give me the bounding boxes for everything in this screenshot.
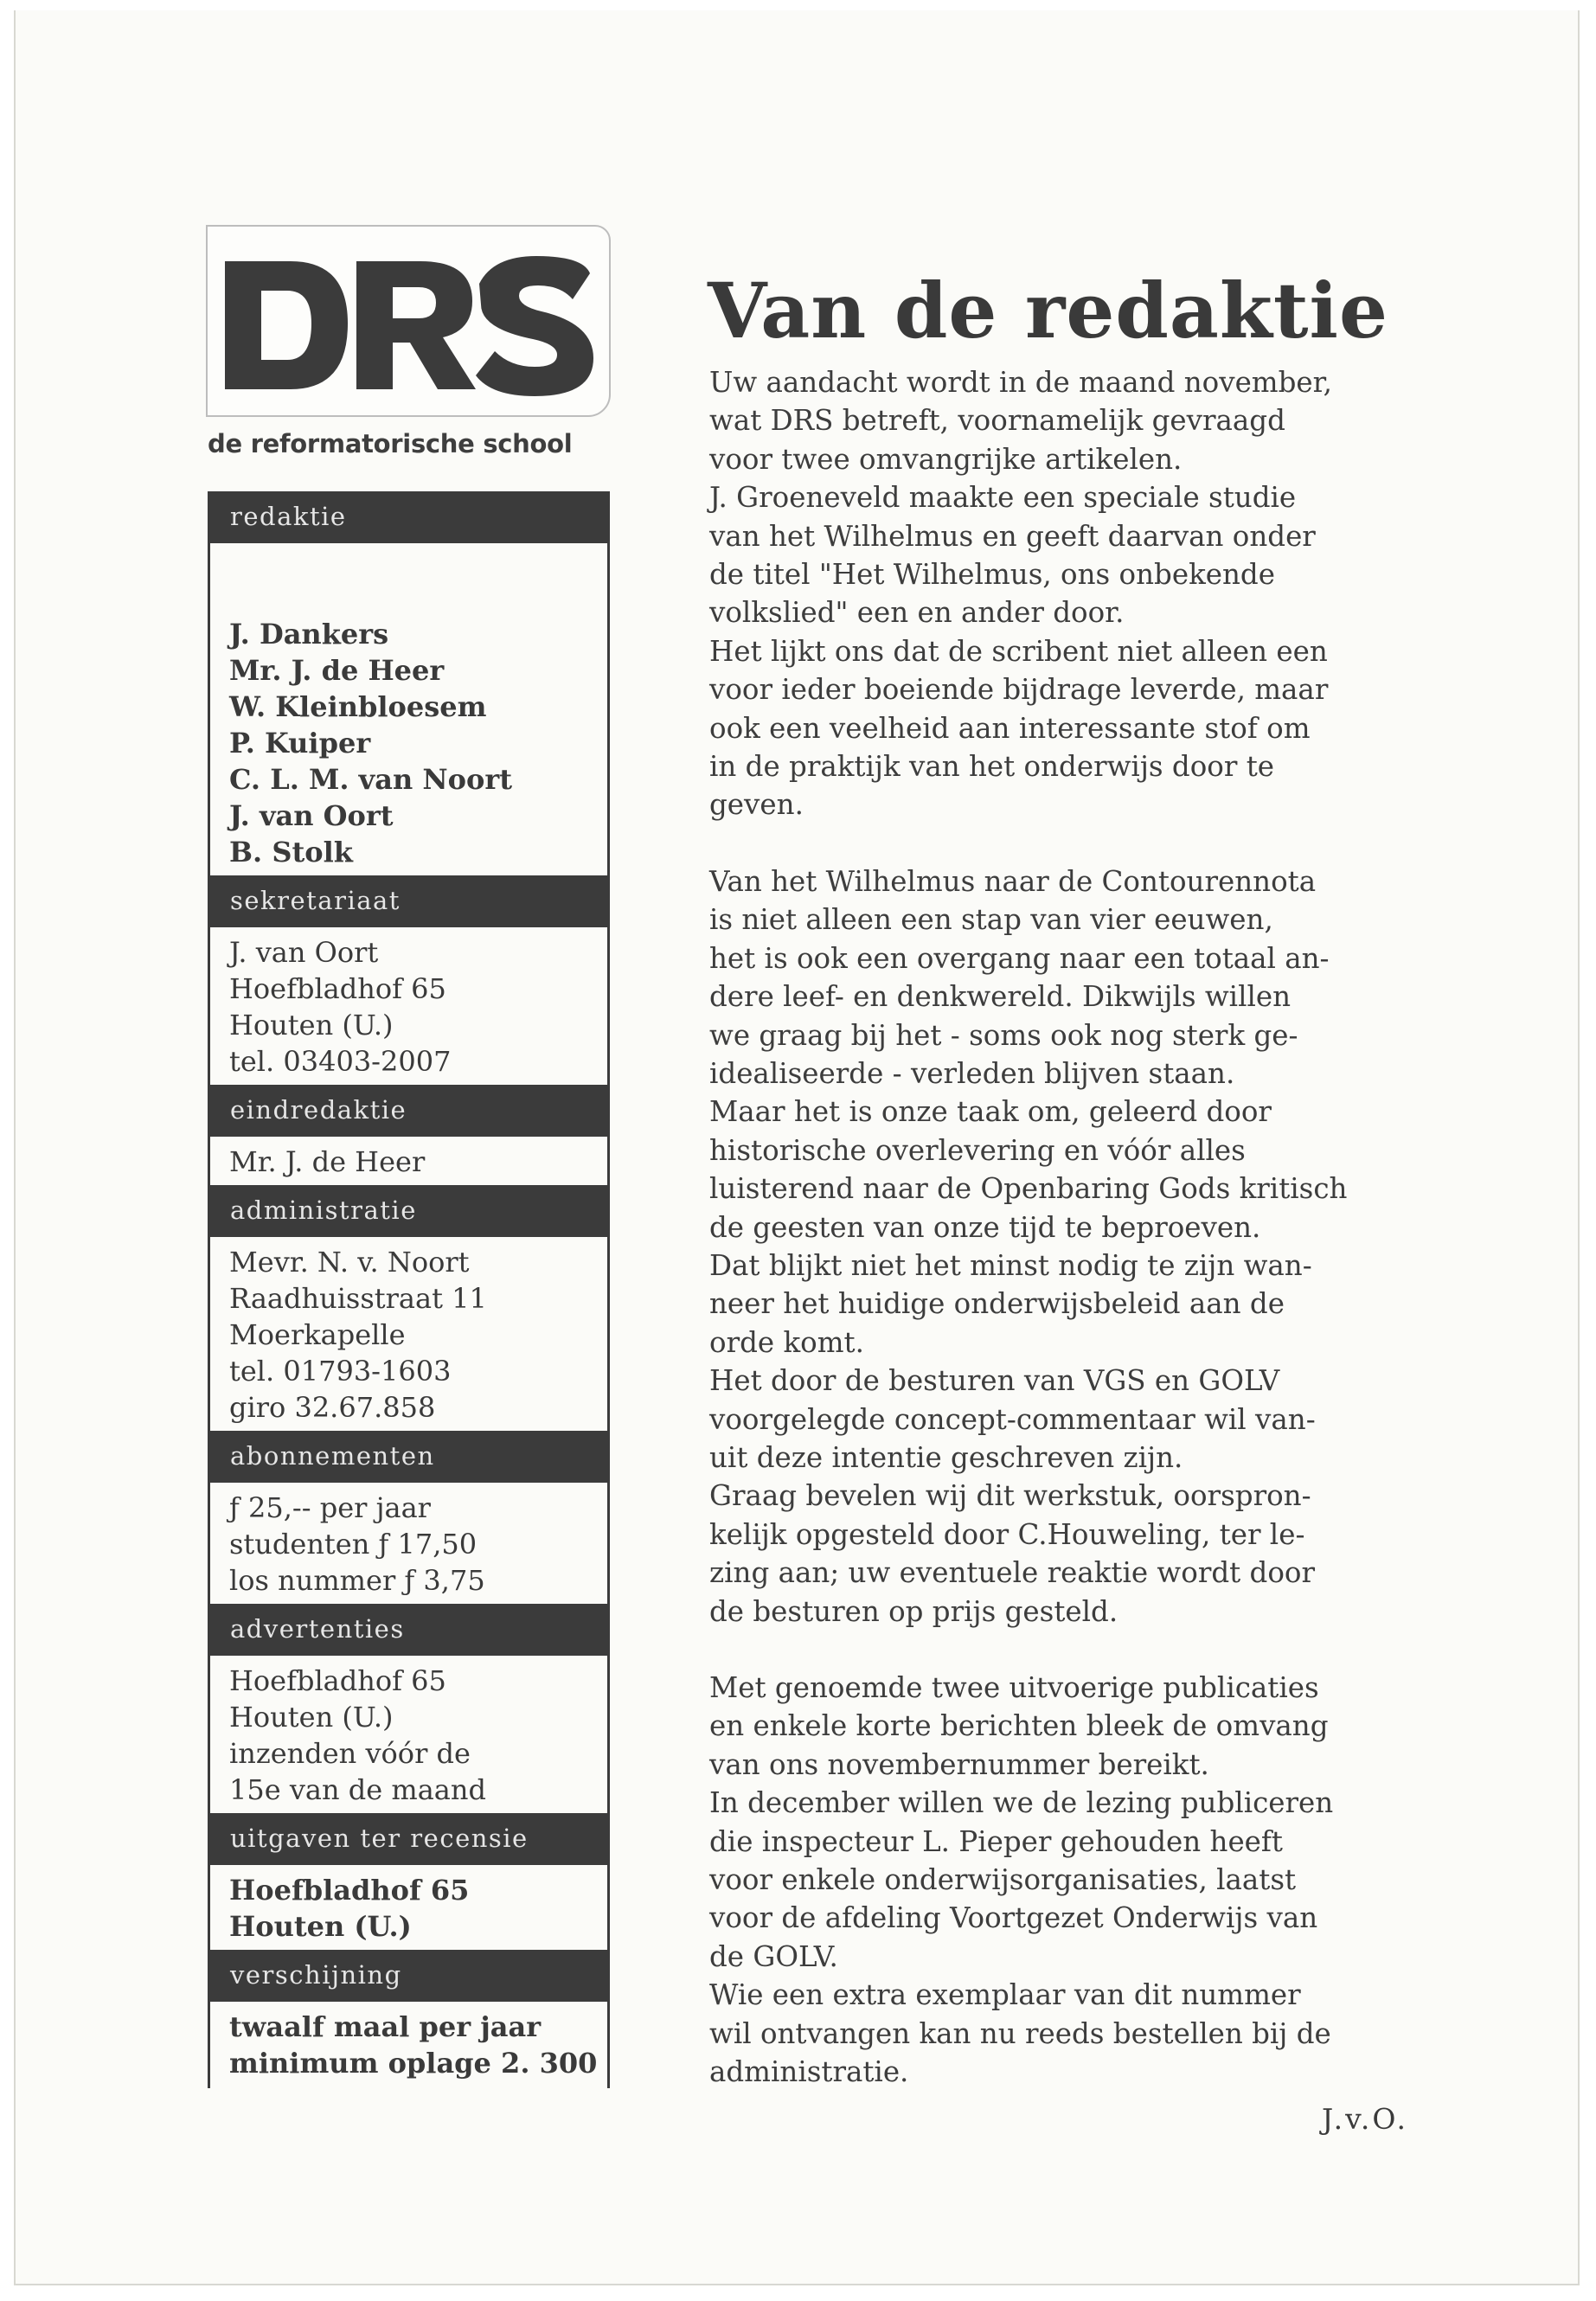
article-line: van het Wilhelmus en geeft daarvan onder — [709, 519, 1316, 553]
masthead-sidebar — [208, 491, 610, 2088]
masthead-heading-uitgaven: uitgaven ter recensie — [208, 1813, 610, 1865]
article-line: kelijk opgesteld door C.Houweling, ter le- — [709, 1517, 1305, 1551]
article-line: voorgelegde concept-commentaar wil van- — [709, 1402, 1316, 1436]
article-line: Met genoemde twee uitvoerige publicaties — [709, 1671, 1319, 1704]
article-paragraph — [709, 1669, 1462, 2091]
article-line: voor twee omvangrijke artikelen. — [709, 442, 1183, 476]
masthead-section-redaktie — [208, 543, 610, 875]
article-line: idealiseerde - verleden blijven staan. — [709, 1056, 1235, 1090]
article-line: wat DRS betreft, voornamelijk gevraagd — [709, 404, 1285, 438]
masthead-heading-eindredaktie: eindredaktie — [208, 1085, 610, 1137]
masthead-line: Mr. J. de Heer — [229, 654, 445, 687]
masthead-line: P. Kuiper — [229, 727, 371, 760]
article-line: Het door de besturen van VGS en GOLV — [709, 1364, 1280, 1398]
masthead-line: ƒ 25,-- per jaar — [229, 1491, 431, 1524]
masthead-section-uitgaven — [208, 1865, 610, 1950]
masthead-line: Moerkapelle — [229, 1318, 406, 1351]
article-line: de titel "Het Wilhelmus, ons onbekende — [709, 558, 1275, 592]
article-line: luisterend naar de Openbaring Gods kritisch — [709, 1172, 1348, 1206]
article-line: zing aan; uw eventuele reaktie wordt door — [709, 1556, 1316, 1590]
masthead-line: Hoefbladhof 65 — [229, 972, 446, 1005]
article-line: In december willen we de lezing publiceren — [709, 1786, 1334, 1820]
article-line: Uw aandacht wordt in de maand november, — [709, 366, 1332, 399]
masthead-line: Mevr. N. v. Noort — [229, 1246, 470, 1279]
masthead-heading-sekretariaat: sekretariaat — [208, 875, 610, 927]
masthead-line: twaalf maal per jaar — [229, 2010, 542, 2043]
masthead-heading-administratie: administratie — [208, 1185, 610, 1237]
masthead-section-abonnementen — [208, 1483, 610, 1604]
signature: J.v.O. — [1322, 2102, 1408, 2136]
article-line: is niet alleen een stap van vier eeuwen, — [709, 903, 1273, 937]
masthead-line: J. van Oort — [229, 799, 394, 832]
article-line: die inspecteur L. Pieper gehouden heeft — [709, 1824, 1283, 1858]
masthead-line: 15e van de maand — [229, 1773, 486, 1806]
masthead-section-verschijning — [208, 2002, 610, 2088]
masthead-line: minimum oplage 2. 300 — [229, 2047, 598, 2080]
masthead-line: Raadhuisstraat 11 — [229, 1282, 487, 1315]
masthead-line: Hoefbladhof 65 — [229, 1874, 470, 1907]
article-line: de besturen op prijs gesteld. — [709, 1594, 1118, 1628]
article-line: Dat blijkt niet het minst nodig te zijn wan- — [709, 1248, 1312, 1282]
masthead-line: Houten (U.) — [229, 1910, 412, 1943]
article-line: Graag bevelen wij dit werkstuk, oorspron- — [709, 1479, 1311, 1513]
masthead-line: B. Stolk — [229, 836, 353, 868]
masthead-line: los nummer ƒ 3,75 — [229, 1564, 485, 1597]
article-line: volkslied" een en ander door. — [709, 596, 1125, 630]
article-line: we graag bij het - soms ook nog sterk ge- — [709, 1018, 1298, 1052]
article-line: in de praktijk van het onderwijs door te — [709, 750, 1275, 784]
masthead-line: Mr. J. de Heer — [229, 1145, 426, 1178]
article-line: voor de afdeling Voortgezet Onderwijs van — [709, 1901, 1318, 1935]
article-paragraph — [709, 862, 1462, 1631]
masthead-section-advertenties — [208, 1656, 610, 1813]
masthead-line: J. Dankers — [229, 618, 389, 651]
article-line: geven. — [709, 788, 804, 822]
article-line: de geesten van onze tijd te beproeven. — [709, 1210, 1261, 1244]
article-line: wil ontvangen kan nu reeds bestellen bij de — [709, 2016, 1331, 2050]
masthead-line: giro 32.67.858 — [229, 1391, 436, 1424]
masthead-heading-redaktie: redaktie — [208, 491, 610, 543]
masthead-section-eindredaktie — [208, 1137, 610, 1185]
magazine-page — [14, 10, 1580, 2285]
masthead-line: W. Kleinbloesem — [229, 690, 487, 723]
logo-subtitle: de reformatorische school — [208, 429, 573, 458]
masthead-section-administratie — [208, 1237, 610, 1431]
drs-logo-mark — [220, 237, 600, 407]
masthead-line: J. van Oort — [229, 936, 379, 969]
article-line: voor ieder boeiende bijdrage leverde, maar — [709, 673, 1329, 707]
article-line: Wie een extra exemplaar van dit nummer — [709, 1978, 1301, 2012]
article-line: en enkele korte berichten bleek de omvang — [709, 1709, 1329, 1743]
article-line: administratie. — [709, 2055, 909, 2089]
masthead-line: Houten (U.) — [229, 1701, 394, 1734]
masthead-line: Houten (U.) — [229, 1009, 394, 1042]
article-line: orde komt. — [709, 1325, 864, 1359]
article-line: neer het huidige onderwijsbeleid aan de — [709, 1287, 1285, 1321]
article-line: ook een veelheid aan interessante stof om — [709, 711, 1311, 745]
article-line: Van het Wilhelmus naar de Contourennota — [709, 864, 1317, 898]
masthead-heading-abonnementen: abonnementen — [208, 1431, 610, 1483]
masthead-heading-verschijning: verschijning — [208, 1950, 610, 2002]
article-line: dere leef- en denkwereld. Dikwijls willen — [709, 980, 1292, 1014]
article-line: historische overlevering en vóór alles — [709, 1133, 1246, 1167]
masthead-line: C. L. M. van Noort — [229, 763, 512, 796]
masthead-line: tel. 03403-2007 — [229, 1045, 452, 1078]
article-line: uit deze intentie geschreven zijn. — [709, 1440, 1183, 1474]
drs-logo — [206, 225, 611, 417]
masthead-line: studenten ƒ 17,50 — [229, 1528, 478, 1561]
article-line: Het lijkt ons dat de scribent niet alleen een — [709, 634, 1328, 668]
article-line: van ons novembernummer bereikt. — [709, 1747, 1209, 1781]
masthead-line: tel. 01793-1603 — [229, 1355, 452, 1388]
article-paragraph — [709, 363, 1462, 824]
masthead-section-sekretariaat — [208, 927, 610, 1085]
article-line: Maar het is onze taak om, geleerd door — [709, 1095, 1272, 1129]
masthead-heading-advertenties: advertenties — [208, 1604, 610, 1656]
masthead-line: inzenden vóór de — [229, 1737, 471, 1770]
article-line: voor enkele onderwijsorganisaties, laatst — [709, 1863, 1297, 1897]
article-line: de GOLV. — [709, 1939, 838, 1973]
article-line: J. Groeneveld maakte een speciale studie — [709, 481, 1297, 515]
masthead-line: Hoefbladhof 65 — [229, 1664, 446, 1697]
article-line: het is ook een overgang naar een totaal an- — [709, 941, 1330, 975]
page-title: Van de redaktie — [708, 265, 1388, 356]
article-body — [709, 363, 1462, 2129]
